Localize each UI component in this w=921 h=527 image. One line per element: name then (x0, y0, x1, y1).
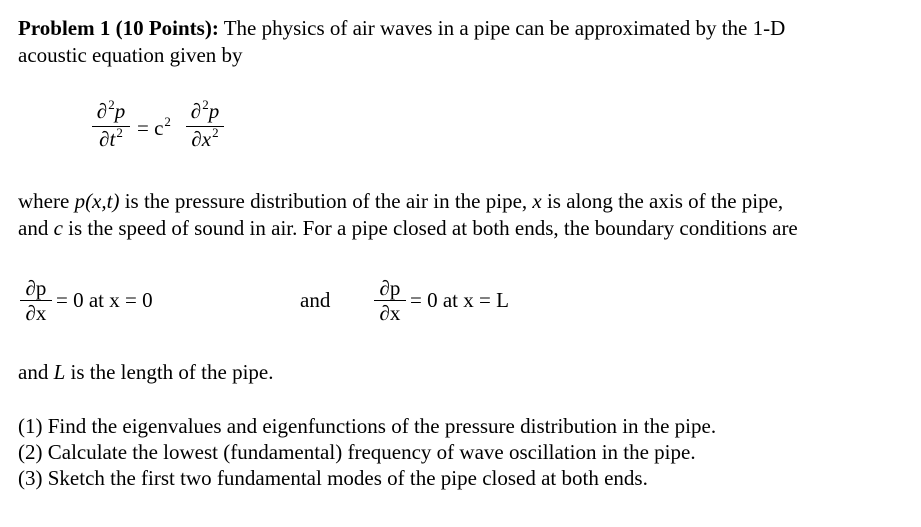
bc-left-condition: = 0 at x = 0 (56, 288, 153, 312)
paragraph-1-line1: where p(x,t) is the pressure distribution of the air in the pipe, x is along the axis of the pipe, (18, 189, 784, 213)
rhs-fraction (186, 97, 224, 153)
problem-label: Problem 1 (10 Points): (18, 16, 219, 40)
question-1: (1) Find the eigenvalues and eigenfunctions of the pressure distribution in the pipe. (18, 414, 717, 438)
problem-statement-line2 (18, 42, 243, 68)
bc-right-denominator: ∂x (379, 301, 401, 325)
rhs-numerator: ∂$^2$p (190, 97, 220, 123)
bc-left-denominator: ∂x (25, 301, 47, 325)
bc-right-fraction (374, 277, 406, 324)
bc-right-numerator: ∂p (379, 276, 401, 300)
question-2: (2) Calculate the lowest (fundamental) frequency of wave oscillation in the pipe. (18, 440, 696, 464)
problem-statement-line1 (18, 15, 785, 41)
lhs-denominator: $\partial t^2$ (99, 125, 123, 151)
bc-right-condition: = 0 at x = L (410, 288, 509, 312)
bc-left-fraction (20, 277, 52, 324)
paragraph-2: and L is the length of the pipe. (18, 360, 274, 384)
lhs-numerator: ∂$^2$p (96, 97, 126, 123)
lhs-fraction (92, 97, 130, 153)
equals-c-squared: = $c^2$ (137, 114, 171, 140)
bc-left-numerator: ∂p (25, 276, 47, 300)
paragraph-1-line2: and c is the speed of sound in air. For a pipe closed at both ends, the boundary conditions are (18, 216, 798, 240)
and-word: and (300, 288, 331, 312)
rhs-denominator: $\partial x^2$ (191, 125, 219, 151)
problem-intro-text-2: acoustic equation given by (18, 43, 243, 67)
problem-intro-text: The physics of air waves in a pipe can be approximated by the 1-D (218, 16, 786, 40)
question-3: (3) Sketch the first two fundamental modes of the pipe closed at both ends. (18, 466, 648, 490)
